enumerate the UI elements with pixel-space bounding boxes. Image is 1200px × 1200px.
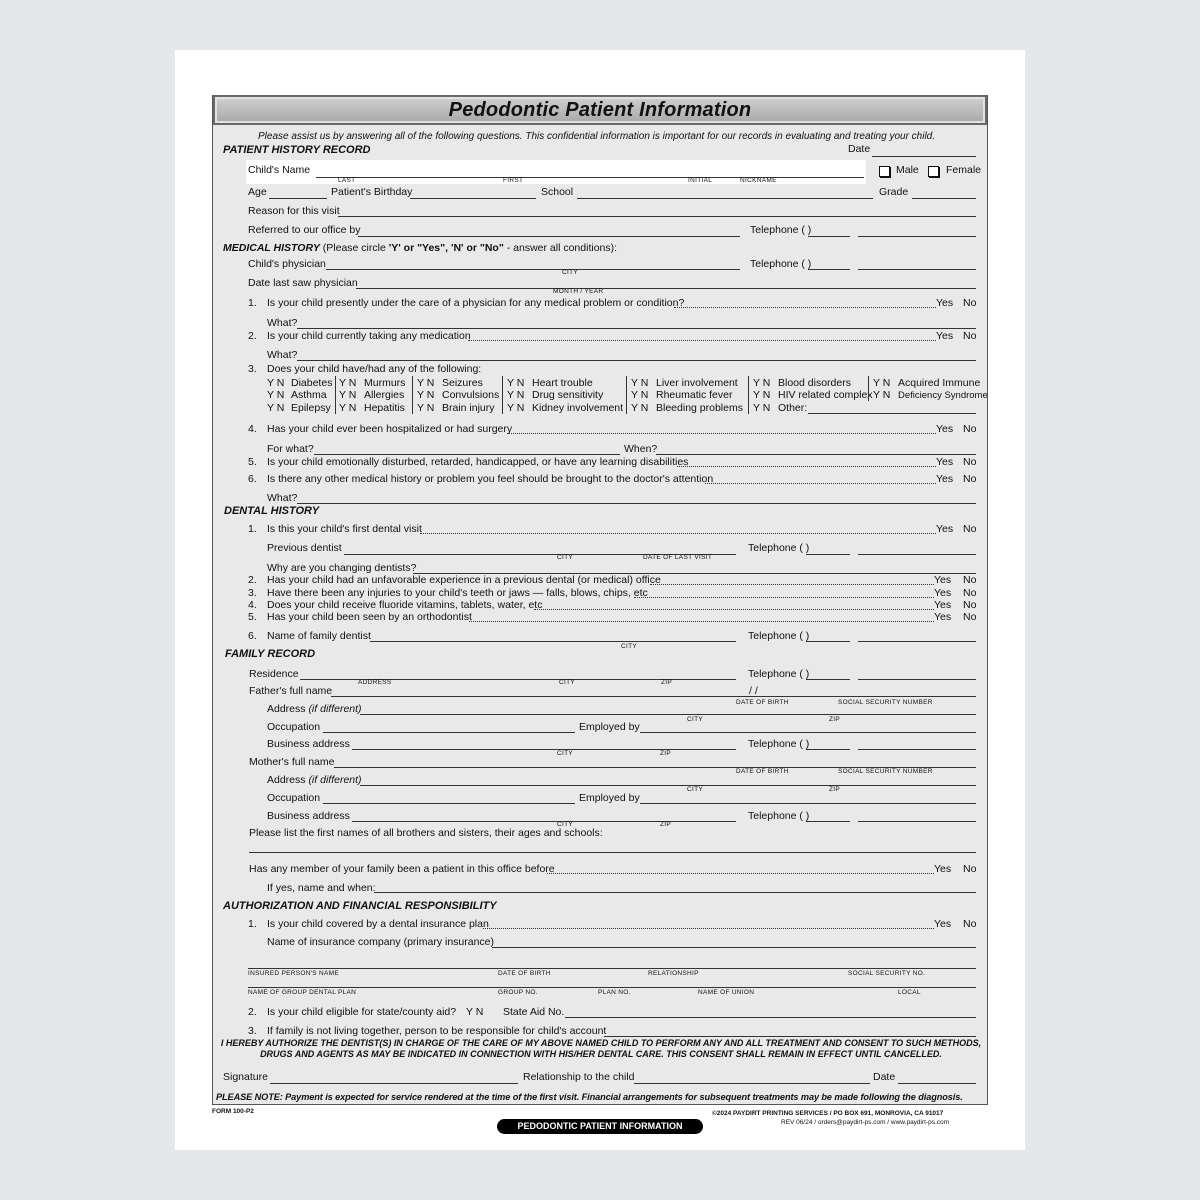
mh-q6-what-label: What? [267, 492, 298, 504]
mother-employed-by-label: Employed by [579, 792, 640, 804]
residence-telephone-field[interactable] [858, 679, 976, 680]
family-dentist-city: CITY [621, 643, 638, 650]
mother-occupation-label: Occupation [267, 792, 321, 804]
father-ssn-label: SOCIAL SECURITY NUMBER [838, 699, 933, 706]
mh-q1-text: Is your child presently under the care of a physician for any medical problem or condition? [267, 297, 685, 309]
mh-q2-yes[interactable]: Yes [936, 330, 954, 342]
father-business-area-code[interactable] [806, 749, 850, 750]
previous-dentist-area-code[interactable] [806, 554, 850, 555]
cond-yn[interactable]: Y N [873, 377, 891, 389]
group-no-label: GROUP NO. [498, 989, 538, 996]
mh-q6-yes[interactable]: Yes [936, 473, 954, 485]
cond-yn[interactable]: Y N [873, 389, 891, 401]
insured-info-field[interactable] [248, 968, 976, 969]
state-aid-label: State Aid No. [503, 1006, 565, 1018]
fathers-name-field[interactable] [331, 696, 976, 697]
cond-yn[interactable]: Y N [267, 389, 285, 401]
reason-field[interactable] [338, 216, 976, 217]
previous-dentist-label: Previous dentist [267, 542, 342, 554]
grade-label: Grade [879, 186, 909, 198]
cond-diabetes: Diabetes [291, 377, 333, 389]
grade-field[interactable] [912, 198, 976, 199]
dh-q4-no[interactable]: No [963, 599, 977, 611]
insured-relationship-label: RELATIONSHIP [648, 970, 699, 977]
cond-epilepsy: Epilepsy [291, 402, 331, 414]
previous-dentist-city: CITY [557, 554, 574, 561]
father-employed-by-label: Employed by [579, 721, 640, 733]
member-patient-yes[interactable]: Yes [934, 863, 952, 875]
auth-q1-yes[interactable]: Yes [934, 918, 952, 930]
mother-business-address-field[interactable] [352, 821, 736, 822]
mh-q2-num: 2. [248, 330, 257, 342]
month-year-label: MONTH / YEAR [553, 288, 604, 295]
auth-q3-text: If family is not living together, person to be responsible for child's account [267, 1025, 607, 1037]
relationship-label: Relationship to the child [523, 1071, 635, 1083]
mh-q5-text: Is your child emotionally disturbed, retarded, handicapped, or have any learning disabilities [267, 456, 689, 468]
dh-q3-leader [634, 597, 934, 598]
residence-telephone-label: Telephone ( ) [748, 668, 810, 680]
consent-line-2: DRUGS AND AGENTS AS MAY BE INDICATED IN CONNECTION WITH HIS/HER DENTAL CARE. THIS CONSENT SHALL REMAIN IN EFFECT UNTIL CANCELLED. [260, 1049, 942, 1059]
physician-telephone-field[interactable] [858, 269, 976, 270]
patient-history-heading: PATIENT HISTORY RECORD [223, 144, 371, 156]
auth-q1-text: Is your child covered by a dental insurance plan [267, 918, 489, 930]
signature-label: Signature [223, 1071, 268, 1083]
family-dentist-telephone-label: Telephone ( ) [748, 630, 810, 642]
age-label: Age [248, 186, 267, 198]
male-checkbox[interactable] [879, 166, 890, 177]
footer-copyright: ©2024 PAYDIRT PRINTING SERVICES / PO BOX 691, MONROVIA, CA 91017 [712, 1110, 944, 1117]
last-saw-label: Date last saw physician [248, 277, 358, 289]
cond-yn[interactable]: Y N [417, 402, 435, 414]
previous-dentist-telephone-label: Telephone ( ) [748, 542, 810, 554]
insured-dob-label: DATE OF BIRTH [498, 970, 551, 977]
mh-q1-what-field[interactable] [297, 328, 976, 329]
footer-rev: REV 06/24 / orders@paydirt-ps.com / www.paydirt-ps.com [781, 1119, 950, 1126]
auth-q2-text: Is your child eligible for state/county aid? [267, 1006, 457, 1018]
cond-other-field[interactable] [808, 413, 976, 414]
dh-q6-text: Name of family dentist [267, 630, 371, 642]
mh-q2-no[interactable]: No [963, 330, 977, 342]
female-checkbox[interactable] [928, 166, 939, 177]
telephone-field[interactable] [858, 236, 976, 237]
auth-q1-leader [483, 928, 934, 929]
cond-other: Other: [778, 402, 808, 414]
cond-yn[interactable]: Y N [507, 402, 525, 414]
father-business-address-label: Business address [267, 738, 350, 750]
physician-label: Child's physician [248, 258, 326, 270]
father-dob-label: DATE OF BIRTH [736, 699, 789, 706]
area-code-field[interactable] [808, 236, 850, 237]
cond-yn[interactable]: Y N [631, 389, 649, 401]
cond-yn[interactable]: Y N [631, 377, 649, 389]
dh-q4-leader [534, 609, 934, 610]
dh-q4-text: Does your child receive fluoride vitamins, tablets, water, etc [267, 599, 543, 611]
dh-q2-text: Has your child had an unfavorable experience in a previous dental (or medical) office [267, 574, 661, 586]
name-part-last: LAST [338, 177, 356, 184]
cond-yn[interactable]: Y N [507, 389, 525, 401]
school-label: School [541, 186, 574, 198]
father-address-text: Address [267, 703, 309, 715]
plan-no-label: PLAN NO. [598, 989, 631, 996]
physician-city-label: CITY [562, 269, 579, 276]
male-label: Male [896, 164, 919, 176]
consent-line-1: I HEREBY AUTHORIZE THE DENTIST(S) IN CHARGE OF THE CARE OF MY ABOVE NAMED CHILD TO PERFORM ANY AND ALL TREATMENT AND CONSENT TO SUCH METHODS, [220, 1038, 982, 1048]
mother-business-address-label: Business address [267, 810, 350, 822]
dh-q2-yes[interactable]: Yes [934, 574, 952, 586]
mh-q2-what-field[interactable] [297, 360, 976, 361]
dh-q5-leader [469, 621, 934, 622]
dh-q3-text: Have there been any injuries to your child's teeth or jaws — falls, blows, chips, etc [267, 587, 648, 599]
instructions-bold: 'Y' or "Yes", 'N' or "No" [388, 242, 504, 254]
mh-q6-text: Is there any other medical history or problem you feel should be brought to the doctor's attention [267, 473, 714, 485]
authorization-heading: AUTHORIZATION AND FINANCIAL RESPONSIBILITY [223, 900, 497, 912]
dh-q5-text: Has your child been seen by an orthodontist [267, 611, 472, 623]
cond-drug-sensitivity: Drug sensitivity [532, 389, 604, 401]
mh-q4-leader [507, 433, 936, 434]
childs-name-label: Child's Name [248, 164, 311, 176]
mother-address-zip: ZIP [829, 786, 841, 793]
member-patient-question: Has any member of your family been a patient in this office before [249, 863, 555, 875]
insured-ssn-label: SOCIAL SECURITY NO. [848, 970, 926, 977]
state-aid-field[interactable] [565, 1017, 976, 1018]
mh-q2-what-label: What? [267, 349, 298, 361]
signature-date-label: Date [873, 1071, 896, 1083]
cond-yn[interactable]: Y N [753, 377, 771, 389]
residence-address-label: ADDRESS [358, 679, 392, 686]
cond-allergies: Allergies [364, 389, 405, 401]
cond-brain-injury: Brain injury [442, 402, 495, 414]
mother-address-field[interactable] [360, 785, 976, 786]
fathers-name-label: Father's full name [249, 685, 333, 697]
father-address-field[interactable] [360, 714, 976, 715]
union-label: NAME OF UNION [698, 989, 755, 996]
childs-name-field[interactable] [316, 177, 864, 178]
mh-q6-leader [705, 483, 936, 484]
residence-zip-label: ZIP [661, 679, 673, 686]
cond-seizures: Seizures [442, 377, 483, 389]
mother-ssn-label: SOCIAL SECURITY NUMBER [838, 768, 933, 775]
why-changing-label: Why are you changing dentists? [267, 562, 417, 574]
father-business-telephone-label: Telephone ( ) [748, 738, 810, 750]
member-patient-no[interactable]: No [963, 863, 977, 875]
cond-yn[interactable]: Y N [631, 402, 649, 414]
father-business-telephone-field[interactable] [858, 749, 976, 750]
cond-divider [335, 376, 336, 414]
medical-history-heading: MEDICAL HISTORY [223, 242, 320, 254]
state-aid-yn[interactable]: Y N [466, 1006, 484, 1018]
mother-address-text: Address [267, 774, 309, 786]
mother-address-city: CITY [687, 786, 704, 793]
physician-field[interactable] [326, 269, 740, 270]
intro-text: Please assist us by answering all of the following questions. This confidential information is important for our records in evaluating and treating your child. [258, 131, 936, 142]
name-part-first: FIRST [503, 177, 524, 184]
form-title: Pedodontic Patient Information [448, 99, 752, 121]
family-dentist-telephone-field[interactable] [858, 641, 976, 642]
referred-label: Referred to our office by [248, 224, 361, 236]
when-field[interactable] [656, 454, 976, 455]
father-employed-by-field[interactable] [640, 732, 976, 733]
father-occupation-label: Occupation [267, 721, 321, 733]
name-part-initial: INITIAL [688, 177, 713, 184]
mh-q6-no[interactable]: No [963, 473, 977, 485]
mother-business-telephone-field[interactable] [858, 821, 976, 822]
dh-q1-leader [420, 533, 936, 534]
dh-q3-no[interactable]: No [963, 587, 977, 599]
cond-divider [748, 376, 749, 414]
mh-q4-num: 4. [248, 423, 257, 435]
footer-title-pill: PEDODONTIC PATIENT INFORMATION [497, 1119, 703, 1134]
responsible-person-field[interactable] [604, 1036, 976, 1037]
dh-q3-num: 3. [248, 587, 257, 599]
dh-q2-no[interactable]: No [963, 574, 977, 586]
mother-business-area-code[interactable] [806, 821, 850, 822]
mothers-name-label: Mother's full name [249, 756, 335, 768]
mother-business-telephone-label: Telephone ( ) [748, 810, 810, 822]
mh-q1-yes[interactable]: Yes [936, 297, 954, 309]
mother-business-city: CITY [557, 821, 574, 828]
dh-q2-leader [650, 584, 934, 585]
cond-convulsions: Convulsions [442, 389, 500, 401]
dh-q5-num: 5. [248, 611, 257, 623]
father-address-zip: ZIP [829, 716, 841, 723]
mh-q6-num: 6. [248, 473, 257, 485]
physician-telephone-label: Telephone ( ) [750, 258, 812, 270]
cond-yn[interactable]: Y N [417, 377, 435, 389]
cond-yn[interactable]: Y N [753, 389, 771, 401]
for-what-field[interactable] [314, 454, 620, 455]
group-plan-label: NAME OF GROUP DENTAL PLAN [248, 989, 357, 996]
mh-q3-text: Does your child have/had any of the following: [267, 363, 482, 375]
cond-yn[interactable]: Y N [267, 402, 285, 414]
cond-yn[interactable]: Y N [267, 377, 285, 389]
dh-q1-num: 1. [248, 523, 257, 535]
cond-murmurs: Murmurs [364, 377, 406, 389]
family-dentist-area-code[interactable] [806, 641, 850, 642]
family-record-heading: FAMILY RECORD [225, 648, 316, 660]
age-field[interactable] [269, 198, 327, 199]
local-label: LOCAL [898, 989, 921, 996]
cond-yn[interactable]: Y N [339, 402, 357, 414]
father-address-label [267, 703, 362, 715]
mh-q1-what-label: What? [267, 317, 298, 329]
insurance-company-field[interactable] [492, 947, 976, 948]
mh-q1-leader [674, 307, 936, 308]
form-title-bar [213, 95, 987, 125]
mh-q4-text: Has your child ever been hospitalized or had surgery [267, 423, 513, 435]
consent-statement [218, 1038, 984, 1060]
cond-divider [412, 376, 413, 414]
instructions-pre: (Please circle [322, 242, 389, 254]
residence-area-code[interactable] [806, 679, 850, 680]
residence-label: Residence [249, 668, 299, 680]
when-label: When? [624, 443, 658, 455]
date-field[interactable] [872, 156, 976, 157]
group-plan-field[interactable] [248, 987, 976, 988]
previous-dentist-telephone-field[interactable] [858, 554, 976, 555]
cond-yn[interactable]: Y N [339, 377, 357, 389]
form-number: FORM 100-P2 [212, 1108, 254, 1115]
female-label: Female [946, 164, 982, 176]
auth-q2-num: 2. [248, 1006, 257, 1018]
cond-blood: Blood disorders [778, 377, 851, 389]
insured-name-label: INSURED PERSON'S NAME [248, 970, 339, 977]
cond-divider [868, 376, 869, 401]
mh-q4-yes[interactable]: Yes [936, 423, 954, 435]
auth-q1-no[interactable]: No [963, 918, 977, 930]
telephone-label: Telephone ( ) [750, 224, 812, 236]
cond-bleeding: Bleeding problems [656, 402, 743, 414]
mh-q5-no[interactable]: No [963, 456, 977, 468]
mh-q4-no[interactable]: No [963, 423, 977, 435]
dh-q2-num: 2. [248, 574, 257, 586]
mh-q5-leader [677, 466, 936, 467]
mh-q2-text: Is your child currently taking any medication [267, 330, 471, 342]
birthday-field[interactable] [410, 198, 536, 199]
mh-q3-num: 3. [248, 363, 257, 375]
dh-q4-num: 4. [248, 599, 257, 611]
auth-q3-num: 3. [248, 1025, 257, 1037]
name-part-nickname: NICKNAME [740, 177, 777, 184]
mh-q2-leader [468, 340, 936, 341]
cond-divider [502, 376, 503, 414]
mh-q5-yes[interactable]: Yes [936, 456, 954, 468]
mother-employed-by-field[interactable] [640, 803, 976, 804]
dh-q1-yes[interactable]: Yes [936, 523, 954, 535]
instructions-post: - answer all conditions): [503, 242, 618, 254]
date-label: Date [848, 143, 871, 155]
relationship-field[interactable] [634, 1083, 870, 1084]
dental-history-heading: DENTAL HISTORY [224, 505, 320, 517]
mother-dob-label: DATE OF BIRTH [736, 768, 789, 775]
mother-occupation-field[interactable] [323, 803, 575, 804]
dh-q6-num: 6. [248, 630, 257, 642]
father-address-city: CITY [687, 716, 704, 723]
auth-q1-num: 1. [248, 918, 257, 930]
member-patient-leader [547, 873, 934, 874]
cond-yn[interactable]: Y N [417, 389, 435, 401]
birthday-label: Patient's Birthday [331, 186, 413, 198]
cond-hepatitis: Hepatitis [364, 402, 405, 414]
for-what-label: For what? [267, 443, 314, 455]
mother-address-label [267, 774, 362, 786]
father-dob-slashes: / / [749, 685, 758, 697]
father-business-city: CITY [557, 750, 574, 757]
residence-city-label: CITY [559, 679, 576, 686]
mother-business-zip: ZIP [660, 821, 672, 828]
mh-q6-what-field[interactable] [297, 503, 976, 504]
insurance-company-label: Name of insurance company (primary insurance) [267, 936, 495, 948]
mother-if-different: (if different) [308, 774, 362, 786]
father-business-zip: ZIP [660, 750, 672, 757]
cond-rheumatic: Rheumatic fever [656, 389, 733, 401]
cond-asthma: Asthma [291, 389, 327, 401]
mh-q1-num: 1. [248, 297, 257, 309]
referred-field[interactable] [358, 236, 740, 237]
cond-aids-2: Deficiency Syndrome [898, 390, 988, 401]
dh-q4-yes[interactable]: Yes [934, 599, 952, 611]
father-business-address-field[interactable] [352, 749, 736, 750]
reason-label: Reason for this visit [248, 205, 340, 217]
cond-heart-trouble: Heart trouble [532, 377, 593, 389]
physician-area-code[interactable] [808, 269, 850, 270]
signature-date-field[interactable] [898, 1083, 976, 1084]
cond-liver: Liver involvement [656, 377, 738, 389]
dh-q1-no[interactable]: No [963, 523, 977, 535]
mh-q5-num: 5. [248, 456, 257, 468]
mh-q1-no[interactable]: No [963, 297, 977, 309]
family-dentist-field[interactable] [370, 641, 736, 642]
date-last-visit-label: DATE OF LAST VISIT [643, 554, 713, 561]
last-saw-field[interactable] [356, 288, 976, 289]
siblings-field[interactable] [249, 852, 976, 853]
dh-q5-yes[interactable]: Yes [934, 611, 952, 623]
signature-field[interactable] [270, 1083, 518, 1084]
cond-yn[interactable]: Y N [753, 402, 771, 414]
school-field[interactable] [577, 198, 873, 199]
father-occupation-field[interactable] [323, 732, 575, 733]
please-note: PLEASE NOTE: Payment is expected for service rendered at the time of the first visit. Financial arrangements for subsequent treatments may be made following the diagnosis. [216, 1092, 963, 1102]
dh-q5-no[interactable]: No [963, 611, 977, 623]
cond-aids-1: Acquired Immune [898, 377, 981, 389]
cond-yn[interactable]: Y N [507, 377, 525, 389]
cond-yn[interactable]: Y N [339, 389, 357, 401]
dh-q1-text: Is this your child's first dental visit [267, 523, 422, 535]
cond-divider [626, 376, 627, 414]
if-yes-field[interactable] [374, 892, 976, 893]
father-if-different: (if different) [308, 703, 362, 715]
cond-kidney: Kidney involvement [532, 402, 624, 414]
dh-q3-yes[interactable]: Yes [934, 587, 952, 599]
siblings-label: Please list the first names of all brothers and sisters, their ages and schools: [249, 827, 603, 839]
if-yes-label: If yes, name and when: [267, 882, 376, 894]
medical-history-heading-row [223, 242, 617, 254]
cond-hiv: HIV related complex [778, 389, 873, 401]
